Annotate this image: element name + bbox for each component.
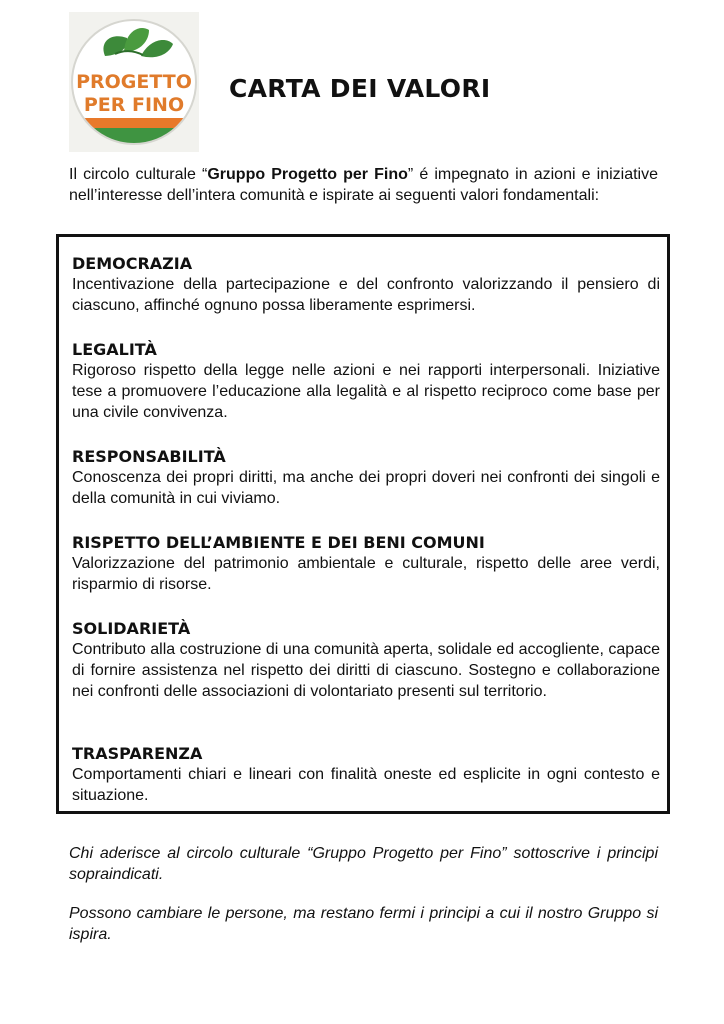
value-democrazia [72, 254, 660, 316]
intro-text-before: Il circolo culturale “ [69, 166, 208, 183]
values-box [56, 234, 670, 814]
value-heading: DEMOCRAZIA [72, 254, 193, 273]
value-heading: RISPETTO DELL’AMBIENTE E DEI BENI COMUNI [72, 533, 485, 552]
value-heading: LEGALITÀ [72, 340, 157, 359]
value-trasparenza [72, 744, 660, 806]
value-ambiente [72, 533, 660, 595]
value-description: Valorizzazione del patrimonio ambientale e culturale, rispetto delle aree verdi, risparmio di risorse. [72, 555, 660, 593]
value-heading: TRASPARENZA [72, 744, 203, 763]
value-solidarieta [72, 619, 660, 702]
value-description: Contributo alla costruzione di una comunità aperta, solidale ed accogliente, capace di fornire assistenza nel rispetto dei diritti di ciascuno. Sostegno e collaborazione nei confronti delle associazioni di volontariato presenti sul territorio. [72, 641, 660, 700]
logo-text-line2: PER FINO [83, 94, 185, 116]
document-header [69, 12, 669, 152]
value-description: Incentivazione della partecipazione e del confronto valorizzando il pensiero di ciascuno, affinché ognuno possa liberamente esprimersi. [72, 276, 660, 314]
value-description: Rigoroso rispetto della legge nelle azioni e nei rapporti interpersonali. Iniziative tese a promuovere l’educazione alla legalità e al rispetto reciproco come base per una civile convivenza. [72, 362, 660, 421]
value-legalita [72, 340, 660, 423]
closing-motto: Possono cambiare le persone, ma restano fermi i principi a cui il nostro Gruppo si ispira. [69, 905, 658, 943]
value-heading: RESPONSABILITÀ [72, 447, 226, 466]
intro-text-after: ” é impegnato in azioni e iniziative nell’interesse dell’intera comunità e ispirate ai seguenti valori fondamentali: [69, 166, 658, 204]
value-description: Conoscenza dei propri diritti, ma anche dei propri doveri nei confronti dei singoli e della comunità in cui viviamo. [72, 469, 660, 507]
logo-text-line1: PROGETTO [76, 71, 192, 93]
intro-group-name: Gruppo Progetto per Fino [207, 166, 408, 183]
logo-emblem [69, 12, 199, 152]
page-title: CARTA DEI VALORI [229, 74, 491, 103]
value-description: Comportamenti chiari e lineari con finalità oneste ed esplicite in ogni contesto e situazione. [72, 766, 660, 804]
intro-paragraph [69, 164, 658, 206]
value-responsabilita [72, 447, 660, 509]
progetto-per-fino-logo [69, 12, 199, 152]
value-heading: SOLIDARIETÀ [72, 619, 191, 638]
closing-statement: Chi aderisce al circolo culturale “Gruppo Progetto per Fino” sottoscrive i principi sopraindicati. [69, 845, 658, 883]
